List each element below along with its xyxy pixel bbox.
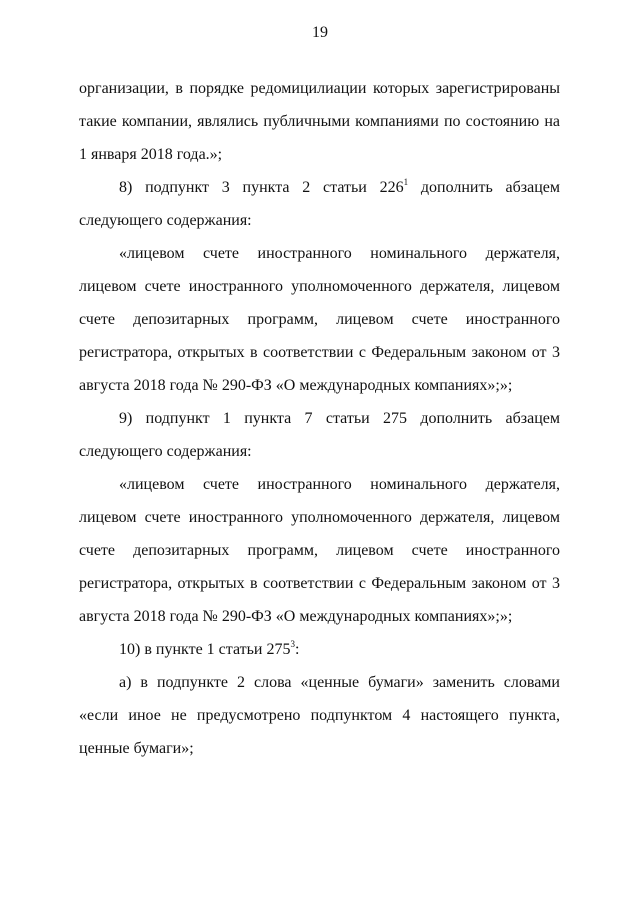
item-10-superscript: 3 bbox=[290, 639, 295, 649]
paragraph-quote-2: «лицевом счете иностранного номинального держателя, лицевом счете иностранного уполномоченного держателя, лицевом счете депозитарных программ, лицевом счете иностранного регистратора, открытых в соответствии с Федеральным законом от 3 августа 2018 года № 290-ФЗ «О международных компаниях»;»; bbox=[79, 476, 560, 625]
paragraph-item-10 bbox=[79, 633, 560, 666]
item-8-superscript: 1 bbox=[403, 177, 409, 187]
item-10-text-start: 10) в пункте 1 статьи 275 bbox=[119, 641, 291, 658]
paragraph-subitem-a: а) в подпункте 2 слова «ценные бумаги» заменить словами «если иное не предусмотрено подпунктом 4 настоящего пункта, ценные бумаги»; bbox=[79, 674, 560, 757]
paragraph-quote-1: «лицевом счете иностранного номинального держателя, лицевом счете иностранного уполномоченного держателя, лицевом счете депозитарных программ, лицевом счете иностранного регистратора, открытых в соответствии с Федеральным законом от 3 августа 2018 года № 290-ФЗ «О международных компаниях»;»; bbox=[79, 245, 560, 394]
item-10-text-end: : bbox=[295, 641, 300, 658]
page-number: 19 bbox=[312, 24, 328, 41]
paragraph-continuation: организации, в порядке редомицилиации которых зарегистрированы такие компании, являлись публичными компаниями по состоянию на 1 января 2018 года.»; bbox=[79, 80, 560, 163]
document-body bbox=[79, 72, 560, 765]
item-8-text-end: дополнить абзацем следующего содержания: bbox=[79, 179, 560, 229]
item-8-text-start: 8) подпункт 3 пункта 2 статьи 226 bbox=[119, 179, 404, 196]
paragraph-item-8 bbox=[79, 171, 560, 237]
paragraph-item-9: 9) подпункт 1 пункта 7 статьи 275 дополнить абзацем следующего содержания: bbox=[79, 410, 560, 460]
